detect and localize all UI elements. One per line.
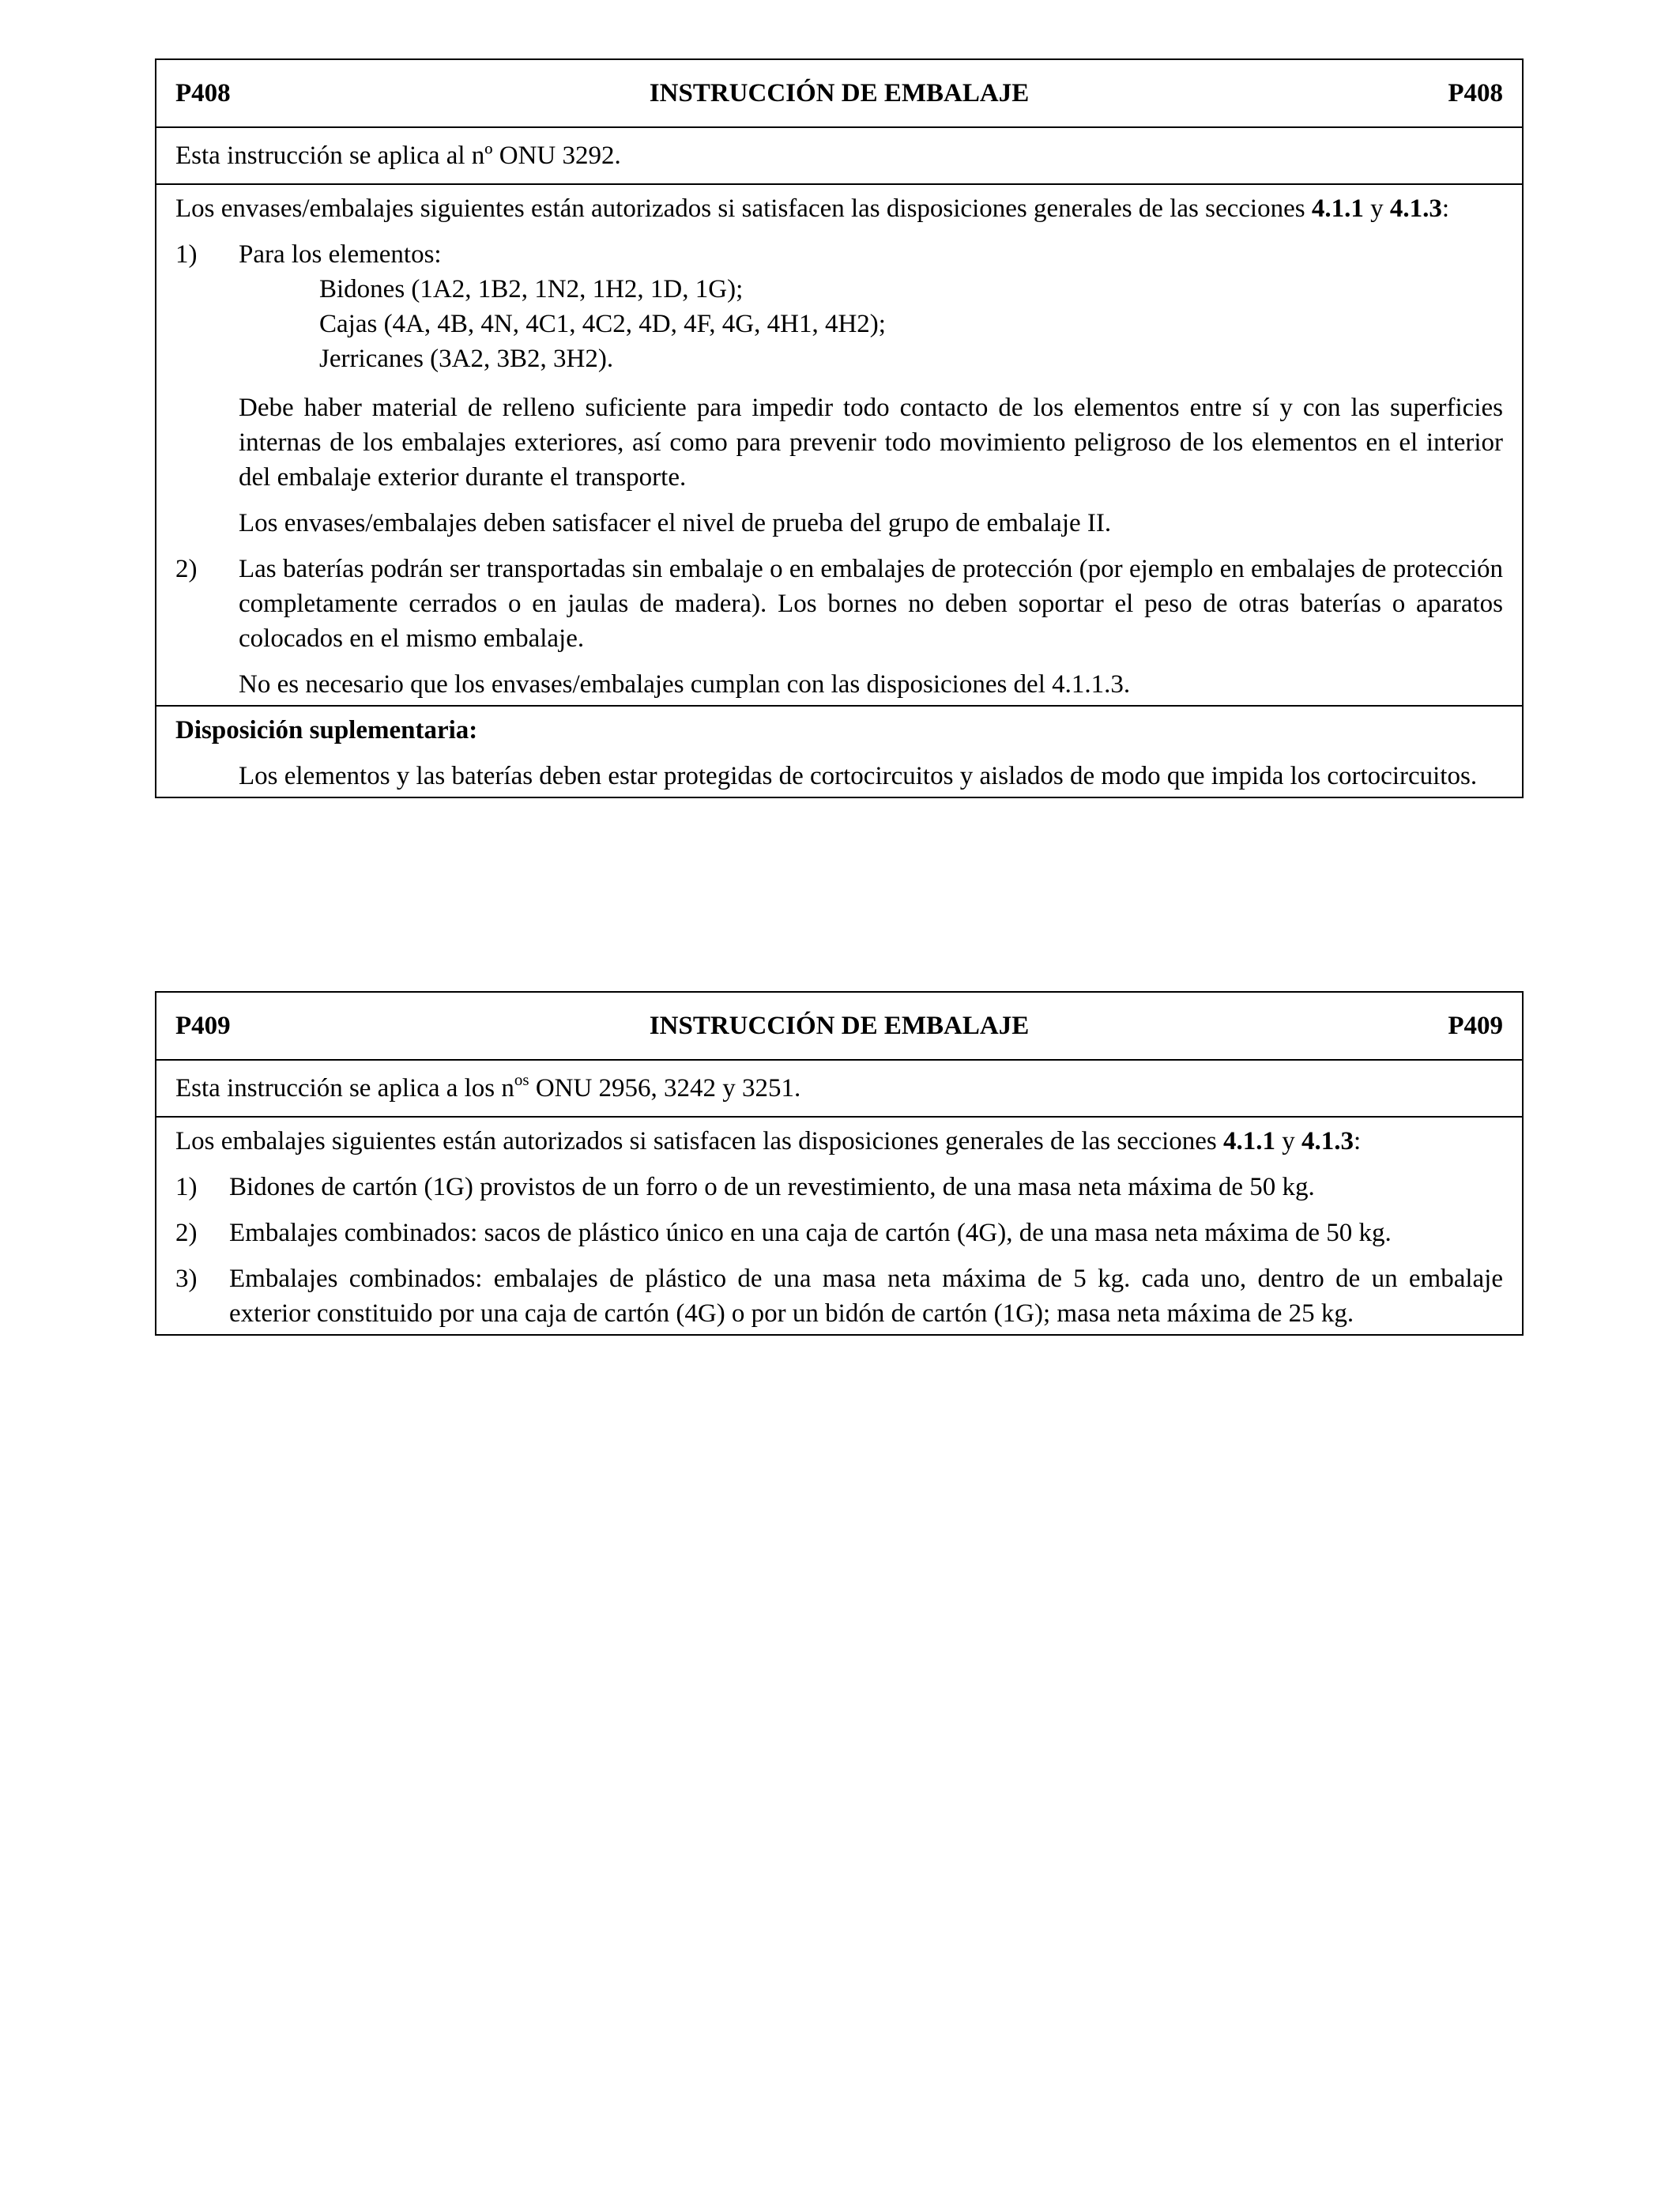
item-text: Embalajes combinados: embalajes de plástico de una masa neta máxima de 5 kg. cada uno, dentro de un embalaje exterior constituido por una caja de cartón (4G) o por un bidón de cartón (1G); masa neta máxima de 25 kg. <box>229 1265 1503 1328</box>
packaging-list-item: Jerricanes (3A2, 3B2, 3H2). <box>319 345 614 373</box>
item-number: 3) <box>175 1265 198 1293</box>
instruction-code-right: P409 <box>1448 1012 1503 1040</box>
list-item-1 <box>175 1170 1503 1204</box>
packing-instruction-p408 <box>155 58 1524 798</box>
supplementary-text: Los elementos y las baterías deben estar protegidas de cortocircuitos y aislados de modo que impida los cortocircuitos. <box>239 762 1478 790</box>
intro-paragraph <box>175 1124 1503 1159</box>
section-ref-4-1-3: 4.1.3 <box>1301 1127 1354 1155</box>
intro-and: y <box>1282 1127 1295 1155</box>
intro-colon: : <box>1354 1127 1362 1155</box>
item-lead: Para los elementos: <box>239 240 442 269</box>
section-ref-4-1-3: 4.1.3 <box>1389 194 1442 223</box>
list-item-3 <box>175 1261 1503 1331</box>
intro-paragraph <box>175 191 1503 226</box>
supplementary-provision-section <box>156 707 1522 797</box>
list-item-1 <box>175 237 1503 541</box>
item-text: Bidones de cartón (1G) provistos de un forro o de un revestimiento, de una masa neta máxima de 50 kg. <box>229 1173 1315 1201</box>
item-paragraph: Debe haber material de relleno suficiente para impedir todo contacto de los elementos entre sí y con las superficies internas de los embalajes exteriores, así como para prevenir todo movimiento peligroso de los elementos en el interior del embalaje exterior durante el transporte. <box>239 394 1503 492</box>
instruction-title: INSTRUCCIÓN DE EMBALAJE <box>649 1012 1030 1040</box>
item-number: 2) <box>175 1219 198 1247</box>
item-number: 1) <box>175 240 198 269</box>
instruction-header <box>156 60 1522 128</box>
item-text: Embalajes combinados: sacos de plástico único en una caja de cartón (4G), de una masa neta máxima de 50 kg. <box>229 1219 1392 1247</box>
list-item-2 <box>175 1216 1503 1250</box>
item-paragraph: No es necesario que los envases/embalajes cumplan con las disposiciones del 4.1.1.3. <box>239 670 1131 699</box>
instruction-code-left: P408 <box>175 79 231 107</box>
item-content <box>239 552 1503 702</box>
packaging-list-item: Cajas (4A, 4B, 4N, 4C1, 4C2, 4D, 4F, 4G, 4H1, 4H2); <box>319 310 886 338</box>
section-ref-4-1-1: 4.1.1 <box>1311 194 1364 223</box>
applicability-text: Esta instrucción se aplica al nº ONU 3292. <box>175 141 621 170</box>
authorized-packagings-section <box>156 1118 1522 1334</box>
intro-text: Los embalajes siguientes están autorizados si satisfacen las disposiciones generales de las secciones <box>175 1127 1217 1155</box>
item-number: 1) <box>175 1173 198 1201</box>
supplementary-heading: Disposición suplementaria: <box>175 716 478 745</box>
packaging-list-item: Bidones (1A2, 1B2, 1N2, 1H2, 1D, 1G); <box>319 275 744 303</box>
applicability-row <box>156 128 1522 185</box>
intro-colon: : <box>1441 194 1449 223</box>
item-paragraph: Las baterías podrán ser transportadas sin embalaje o en embalajes de protección (por ejemplo en embalajes de protección completamente cerrados o en jaulas de madera). Los bornes no deben soportar el peso de otras baterías o aparatos colocados en el mismo embalaje. <box>239 555 1503 653</box>
item-number: 2) <box>175 555 198 583</box>
list-item-2 <box>175 552 1503 702</box>
intro-text: Los envases/embalajes siguientes están autorizados si satisfacen las disposiciones generales de las secciones <box>175 194 1305 223</box>
instruction-code-left: P409 <box>175 1012 231 1040</box>
packing-instruction-p409 <box>155 991 1524 1336</box>
intro-and: y <box>1370 194 1384 223</box>
instruction-title: INSTRUCCIÓN DE EMBALAJE <box>649 79 1030 107</box>
applicability-row <box>156 1061 1522 1118</box>
authorized-packagings-section <box>156 185 1522 707</box>
instruction-code-right: P408 <box>1448 79 1503 107</box>
instruction-header <box>156 993 1522 1061</box>
applicability-text: Esta instrucción se aplica a los $n^{os}$ ONU 2956, 3242 y 3251. <box>175 1070 801 1103</box>
item-paragraph: Los envases/embalajes deben satisfacer el nivel de prueba del grupo de embalaje II. <box>239 509 1112 537</box>
superscript: os <box>514 1070 529 1089</box>
section-ref-4-1-1: 4.1.1 <box>1223 1127 1276 1155</box>
item-content <box>239 237 1503 541</box>
